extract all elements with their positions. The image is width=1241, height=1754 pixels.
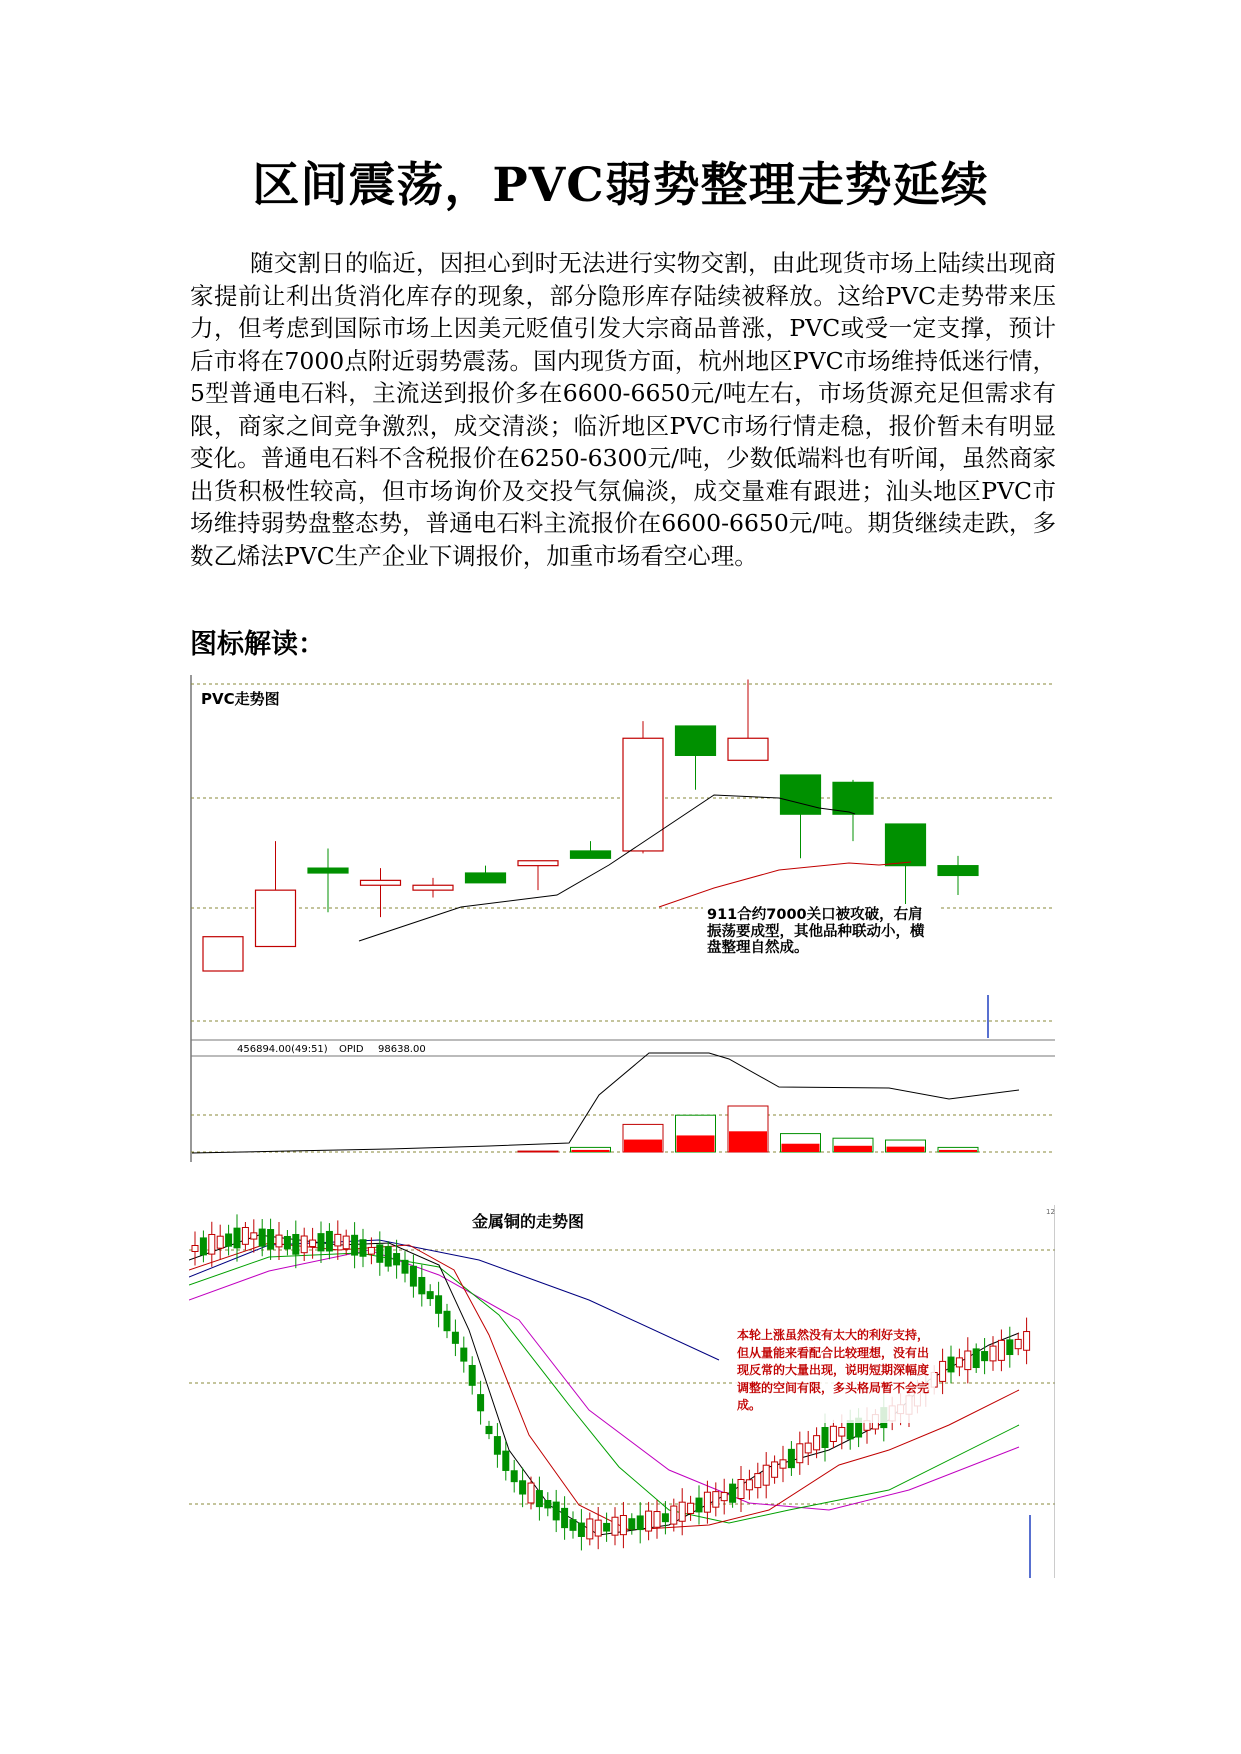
- pvc-chart-title: PVC走势图: [201, 690, 280, 708]
- pvc-annotation: 911合约7000关口被攻破，右肩振荡要成型，其他品种联动小，横盘整理自然成。: [707, 907, 925, 956]
- copper-annotation: 本轮上涨虽然没有太大的利好支持，但从量能来看配合比较理想，没有出现反常的大量出现，说明短期深幅度调整的空间有限，多头格局暂不会完成。: [737, 1328, 930, 1412]
- pvc-volume-fill: [572, 1150, 610, 1152]
- pvc-volume-fill: [729, 1131, 767, 1152]
- page-title: 区间震荡，PVC弱势整理走势延续: [252, 158, 989, 213]
- section-heading: 图标解读：: [190, 629, 325, 660]
- pvc-candle: [203, 937, 243, 971]
- pvc-opid-value: 98638.00: [378, 1044, 426, 1055]
- copper-chart-svg: [189, 1205, 1055, 1578]
- pvc-volume-fill: [624, 1140, 662, 1152]
- pvc-volume-fill: [939, 1150, 977, 1152]
- pvc-volume-fill: [887, 1147, 925, 1152]
- pvc-volume-fill: [677, 1135, 715, 1152]
- pvc-opid-label: OPID: [339, 1044, 364, 1055]
- article-paragraph: 随交割日的临近，因担心到时无法进行实物交割，由此现货市场上陆续出现商家提前让利出货消化库存的现象，部分隐形库存陆续被释放。这给PVC走势带来压力，但考虑到国际市场上因美元贬值引发大宗商品普涨，PVC或受一定支撑，预计后市将在7000点附近弱势震荡。国内现货方面，杭州地区PVC市场维持低迷行情，5型普通电石料，主流送到报价多在6600-6650元/吨左右，市场货源充足但需求有限，商家之间竞争激烈，成交清淡；临沂地区PVC市场行情走稳，报价暂未有明显变化。普通电石料不含税报价在6250-6300元/吨，少数低端料也有听闻，虽然商家出货积极性较高，但市场询价及交投气氛偏淡，成交量难有跟进；汕头地区PVC市场维持弱势盘整态势，普通电石料主流报价在6600-6650元/吨。期货继续走跌，多数乙烯法PVC生产企业下调报价，加重市场看空心理。: [190, 249, 1056, 570]
- pvc-volume-fill: [834, 1146, 872, 1152]
- pvc-chart-svg: [189, 675, 1055, 1162]
- svg-text:12: 12: [1046, 1208, 1055, 1216]
- copper-chart: [189, 1205, 1055, 1578]
- pvc-volume-fill: [782, 1144, 820, 1152]
- pvc-chart: [189, 675, 1055, 1162]
- copper-chart-title: 金属铜的走势图: [472, 1212, 585, 1231]
- pvc-volume-readout: 456894.00(49:51): [237, 1044, 328, 1055]
